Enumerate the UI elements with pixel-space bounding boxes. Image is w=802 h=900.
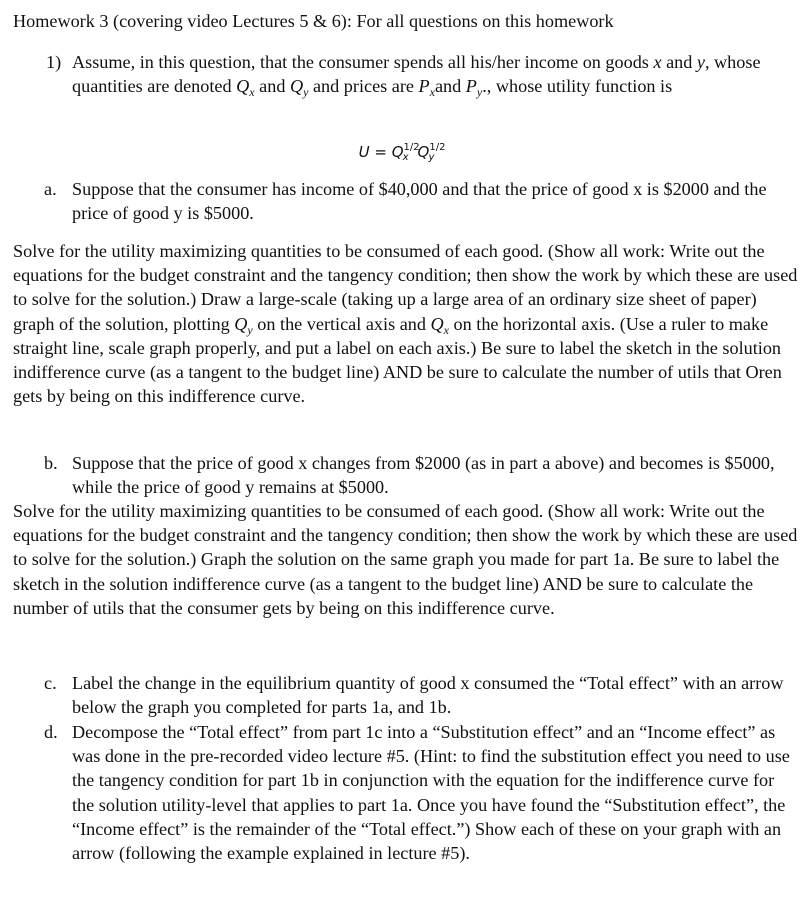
part-d-label: d.: [44, 722, 58, 742]
utility-function-equation: $U = Q^{1/2}_x$ $Q^{1/2}_y$: [358, 142, 446, 163]
part-c-text: Label the change in the equilibrium quantity of good x consumed the “Total effect” with an arrow below the graph you completed for parts 1a, and 1b.: [72, 673, 784, 718]
part-a-label: a.: [44, 179, 57, 199]
question-number: 1): [46, 52, 62, 72]
part-d-text: Decompose the “Total effect” from part 1c into a “Substitution effect” and an “Income effect” as was done in the pre-recorded video lecture #5. (Hint: to find the substitution effect you need to use the tangency condition for part 1b in conjunction with the equation for the indifference curve for the solution utility-level that applies to part 1a. Once you have found the “Substitution effect”, the “Income effect” is the remainder of the “Total effect.”) Show each of these on your graph with an arrow (following the example explained in lecture #5).: [72, 722, 790, 864]
part-b-instructions: Solve for the utility maximizing quantities to be consumed of each good. (Show all work: Write out the equations for the budget constraint and the tangency condition; then show the work by which these are used to solve for the solution.) Graph the solution on the same graph you made for part 1a. Be sure to label the sketch in the solution indifference curve (as a tangent to the budget line) AND be sure to calculate the number of utils that the consumer gets by being on this indifference curve.: [13, 501, 798, 618]
part-a-instructions: Solve for the utility maximizing quantities to be consumed of each good. (Show all work: Write out the equations for the budget constraint and the tangency condition; then show the work by which these are used to solve for the solution.) Draw a large-scale (taking up a large area of an ordinary size sheet of paper) graph of the solution, plotting $Q_y$ on the vertical axis and $Q_x$ on the horizontal axis. (Use a ruler to make straight line, scale graph properly, and put a label on each axis.) Be sure to label the sketch in the solution indifference curve (as a tangent to the budget line) AND be sure to calculate the number of utils that Oren gets by being on this indifference curve.: [13, 241, 798, 407]
page-title: Homework 3 (covering video Lectures 5 & 6): For all questions on this homework: [13, 11, 614, 31]
part-c-label: c.: [44, 673, 57, 693]
part-a-setup: Suppose that the consumer has income of $40,000 and that the price of good x is $2000 and the price of good y is $5000.: [72, 179, 767, 224]
question-1-text: Assume, in this question, that the consumer spends all his/her income on goods x and y, whose quantities are denoted $Q_x$ and $Q_y$ and prices are $P_xand$ $P_y$., whose utility function is: [72, 52, 761, 100]
part-b-label: b.: [44, 453, 58, 473]
part-b-setup: Suppose that the price of good x changes from $2000 (as in part a above) and becomes is $5000, while the price of good y remains at $5000.: [72, 453, 775, 498]
